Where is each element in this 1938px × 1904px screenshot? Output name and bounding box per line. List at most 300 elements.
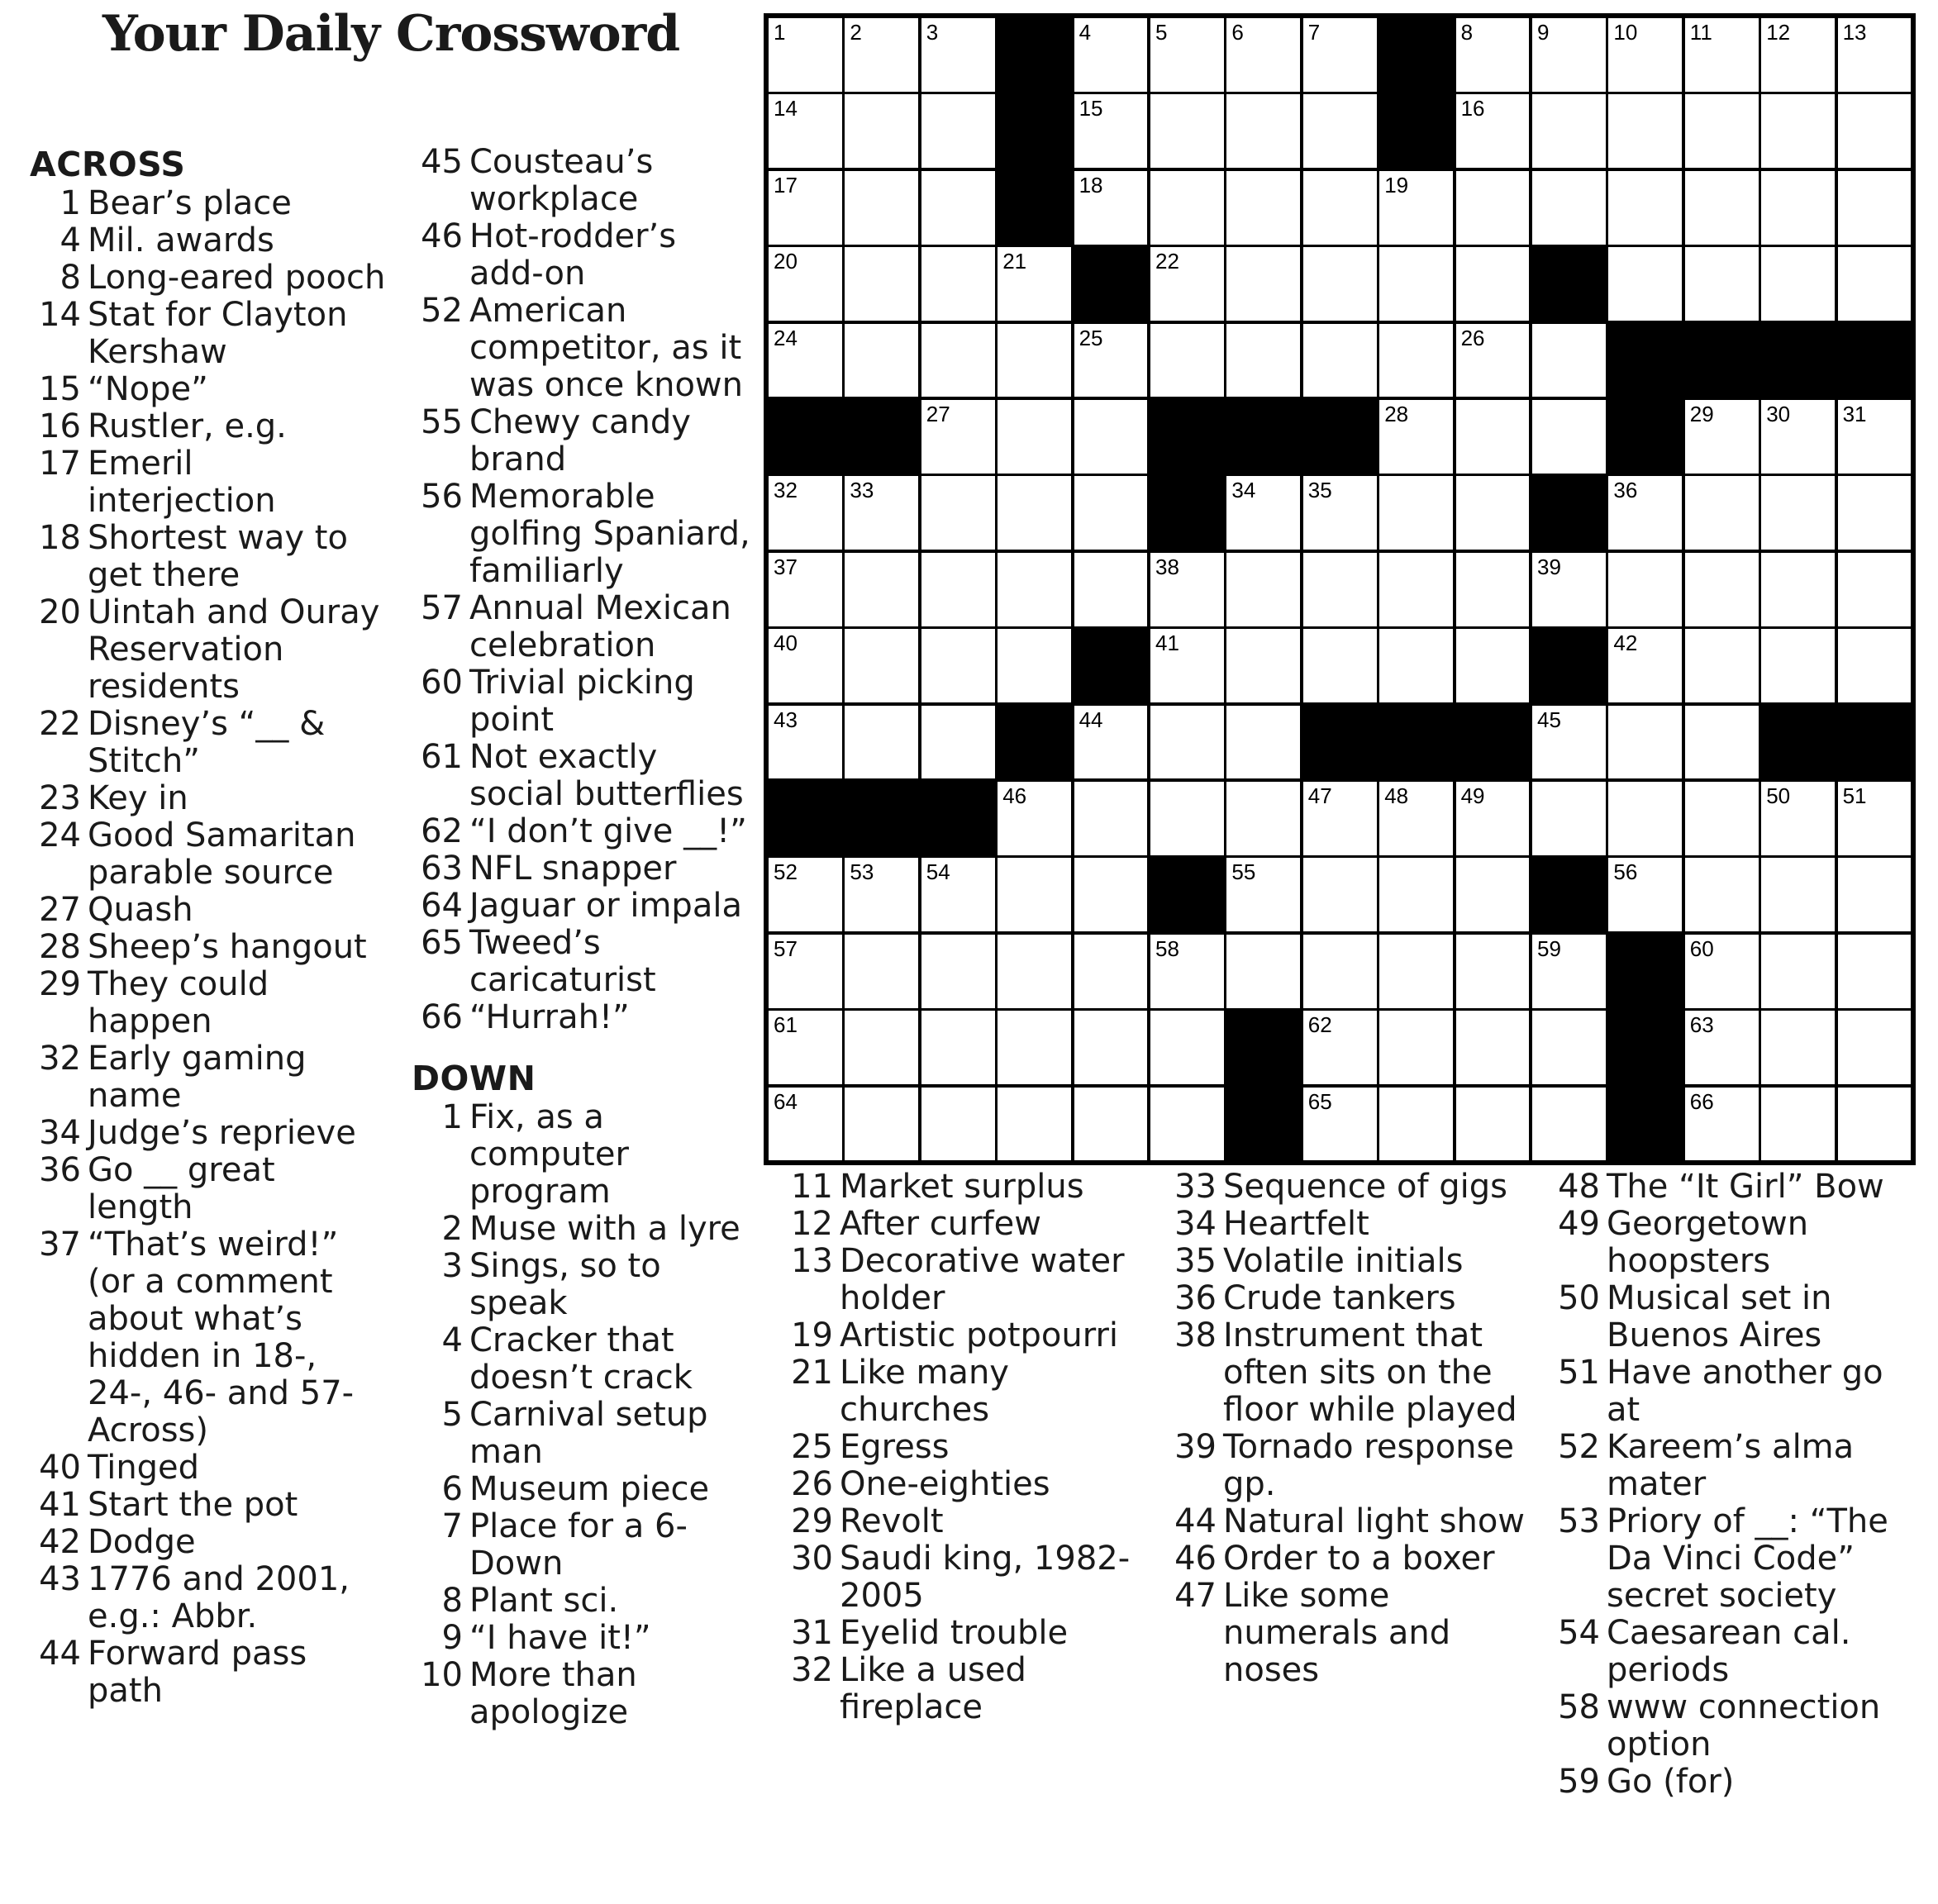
grid-cell[interactable] xyxy=(1302,627,1379,704)
grid-cell[interactable] xyxy=(996,1086,1073,1163)
grid-cell[interactable] xyxy=(843,551,920,628)
cell-number: 14 xyxy=(774,96,798,121)
grid-cell[interactable] xyxy=(1683,856,1760,933)
grid-cell[interactable] xyxy=(843,704,920,781)
down-clue-2[interactable] xyxy=(412,1211,759,1248)
grid-cell[interactable] xyxy=(1149,245,1226,322)
clue-number: 41 xyxy=(39,1486,81,1524)
grid-cell[interactable] xyxy=(843,17,920,93)
grid-cell[interactable] xyxy=(1302,1086,1379,1163)
grid-cell[interactable] xyxy=(1683,551,1760,628)
grid-cell[interactable] xyxy=(920,1086,997,1163)
cell-number: 6 xyxy=(1231,20,1244,45)
down-clue-39[interactable] xyxy=(1165,1429,1526,1503)
grid-cell[interactable] xyxy=(1759,169,1836,246)
grid-cell[interactable] xyxy=(996,551,1073,628)
grid-cell[interactable] xyxy=(1073,474,1150,551)
grid-cell[interactable] xyxy=(1759,245,1836,322)
down-clue-25[interactable] xyxy=(782,1429,1150,1466)
across-clue-17[interactable] xyxy=(30,445,390,520)
down-clue-46[interactable] xyxy=(1165,1540,1526,1578)
down-clue-38[interactable] xyxy=(1165,1317,1526,1429)
across-clue-27[interactable] xyxy=(30,892,390,929)
across-clue-65[interactable] xyxy=(412,925,759,999)
grid-cell[interactable] xyxy=(1607,780,1683,857)
grid-cell[interactable] xyxy=(767,704,844,781)
grid-cell[interactable] xyxy=(1073,856,1150,933)
grid-cell[interactable] xyxy=(1378,398,1455,475)
grid-cell[interactable] xyxy=(1759,17,1836,93)
down-clue-13[interactable] xyxy=(782,1243,1150,1317)
down-clue-10[interactable] xyxy=(412,1657,759,1731)
grid-cell[interactable] xyxy=(1836,17,1913,93)
grid-cell[interactable] xyxy=(1378,322,1455,399)
grid-cell[interactable] xyxy=(1607,551,1683,628)
clue-text: Forward pass path xyxy=(88,1635,307,1710)
grid-cell[interactable] xyxy=(1455,933,1531,1010)
grid-cell[interactable] xyxy=(1836,169,1913,246)
grid-cell[interactable] xyxy=(1683,933,1760,1010)
grid-cell[interactable] xyxy=(1149,704,1226,781)
across-clue-1[interactable] xyxy=(30,185,390,222)
grid-cell[interactable] xyxy=(1378,933,1455,1010)
grid-cell[interactable] xyxy=(1531,1009,1607,1086)
cell-number: 54 xyxy=(926,859,950,885)
grid-cell[interactable] xyxy=(1836,1086,1913,1163)
down-clue-21[interactable] xyxy=(782,1354,1150,1429)
grid-cell[interactable] xyxy=(920,245,997,322)
grid-cell[interactable] xyxy=(1225,474,1302,551)
grid-cell[interactable] xyxy=(1531,933,1607,1010)
across-clue-32[interactable] xyxy=(30,1040,390,1115)
grid-cell[interactable] xyxy=(1302,17,1379,93)
grid-cell[interactable] xyxy=(1073,398,1150,475)
grid-cell[interactable] xyxy=(1225,704,1302,781)
clue-number: 42 xyxy=(39,1523,81,1561)
grid-cell[interactable] xyxy=(1225,93,1302,169)
grid-cell[interactable] xyxy=(920,322,997,399)
grid-cell[interactable] xyxy=(1455,627,1531,704)
grid-cell[interactable] xyxy=(767,856,844,933)
grid-cell[interactable] xyxy=(1225,322,1302,399)
down-clue-5[interactable] xyxy=(412,1397,759,1471)
down-clue-7[interactable] xyxy=(412,1508,759,1583)
grid-cell[interactable] xyxy=(1073,933,1150,1010)
grid-cell[interactable] xyxy=(1607,856,1683,933)
grid-cell[interactable] xyxy=(1302,1009,1379,1086)
across-clue-46[interactable] xyxy=(412,218,759,293)
down-clue-9[interactable] xyxy=(412,1620,759,1657)
grid-cell[interactable] xyxy=(1073,551,1150,628)
across-clue-23[interactable] xyxy=(30,780,390,817)
grid-cell[interactable] xyxy=(1302,856,1379,933)
grid-cell[interactable] xyxy=(1225,933,1302,1010)
grid-cell[interactable] xyxy=(1759,551,1836,628)
grid-cell[interactable] xyxy=(1607,627,1683,704)
down-clue-51[interactable] xyxy=(1549,1354,1917,1429)
grid-cell[interactable] xyxy=(1836,780,1913,857)
down-clue-54[interactable] xyxy=(1549,1615,1917,1689)
grid-cell[interactable] xyxy=(767,933,844,1010)
grid-cell[interactable] xyxy=(920,169,997,246)
down-clue-52[interactable] xyxy=(1549,1429,1917,1503)
grid-cell[interactable] xyxy=(1073,704,1150,781)
across-clue-43[interactable] xyxy=(30,1561,390,1635)
grid-cell[interactable] xyxy=(767,1086,844,1163)
down-clue-1[interactable] xyxy=(412,1099,759,1211)
grid-cell[interactable] xyxy=(920,933,997,1010)
grid-cell[interactable] xyxy=(1759,398,1836,475)
grid-cell[interactable] xyxy=(1607,169,1683,246)
down-clue-44[interactable] xyxy=(1165,1503,1526,1540)
grid-cell[interactable] xyxy=(1759,933,1836,1010)
grid-cell[interactable] xyxy=(1378,551,1455,628)
across-clue-52[interactable] xyxy=(412,293,759,404)
grid-cell[interactable] xyxy=(767,551,844,628)
grid-cell[interactable] xyxy=(1607,704,1683,781)
grid-cell[interactable] xyxy=(1455,93,1531,169)
grid-cell[interactable] xyxy=(1149,169,1226,246)
grid-cell[interactable] xyxy=(1149,933,1226,1010)
grid-cell[interactable] xyxy=(1607,245,1683,322)
grid-cell[interactable] xyxy=(843,245,920,322)
grid-cell[interactable] xyxy=(1683,474,1760,551)
grid-cell[interactable] xyxy=(1378,780,1455,857)
grid-cell[interactable] xyxy=(1302,780,1379,857)
down-clue-50[interactable] xyxy=(1549,1280,1917,1354)
clue-text: “Hurrah!” xyxy=(469,998,630,1036)
grid-cell[interactable] xyxy=(1302,322,1379,399)
grid-cell[interactable] xyxy=(1302,169,1379,246)
grid-cell[interactable] xyxy=(1607,93,1683,169)
cell-number: 38 xyxy=(1155,554,1179,579)
grid-cell[interactable] xyxy=(1378,627,1455,704)
grid-cell[interactable] xyxy=(920,398,997,475)
clue-text: Georgetown hoopsters xyxy=(1607,1205,1809,1280)
grid-cell[interactable] xyxy=(996,780,1073,857)
grid-cell[interactable] xyxy=(1607,17,1683,93)
grid-cell[interactable] xyxy=(1683,17,1760,93)
across-clue-22[interactable] xyxy=(30,706,390,780)
grid-cell[interactable] xyxy=(1455,1009,1531,1086)
across-clue-16[interactable] xyxy=(30,408,390,445)
across-clue-15[interactable] xyxy=(30,371,390,408)
grid-cell[interactable] xyxy=(1225,627,1302,704)
across-clue-45[interactable] xyxy=(412,144,759,218)
grid-cell[interactable] xyxy=(767,17,844,93)
grid-cell[interactable] xyxy=(1073,17,1150,93)
grid-cell[interactable] xyxy=(843,322,920,399)
grid-cell[interactable] xyxy=(1455,1086,1531,1163)
down-clue-4[interactable] xyxy=(412,1322,759,1397)
grid-cell[interactable] xyxy=(1073,1086,1150,1163)
grid-block xyxy=(1149,856,1226,933)
grid-cell[interactable] xyxy=(1759,93,1836,169)
grid-cell[interactable] xyxy=(767,245,844,322)
grid-cell[interactable] xyxy=(843,169,920,246)
grid-cell[interactable] xyxy=(1073,93,1150,169)
grid-cell[interactable] xyxy=(996,1009,1073,1086)
down-clue-33[interactable] xyxy=(1165,1169,1526,1206)
grid-cell[interactable] xyxy=(1073,1009,1150,1086)
grid-cell[interactable] xyxy=(1225,169,1302,246)
grid-cell[interactable] xyxy=(1531,780,1607,857)
grid-cell[interactable] xyxy=(920,93,997,169)
grid-cell[interactable] xyxy=(843,1009,920,1086)
grid-cell[interactable] xyxy=(1836,933,1913,1010)
across-clue-40[interactable] xyxy=(30,1449,390,1487)
down-clue-6[interactable] xyxy=(412,1471,759,1508)
down-clue-36[interactable] xyxy=(1165,1280,1526,1317)
down-clue-29[interactable] xyxy=(782,1503,1150,1540)
grid-cell[interactable] xyxy=(1302,551,1379,628)
grid-cell[interactable] xyxy=(767,93,844,169)
cell-number: 13 xyxy=(1842,20,1867,45)
across-clue-56[interactable] xyxy=(412,478,759,590)
cell-number: 52 xyxy=(774,859,798,885)
clue-number: 38 xyxy=(1174,1316,1217,1354)
grid-cell[interactable] xyxy=(1225,780,1302,857)
grid-cell[interactable] xyxy=(1759,627,1836,704)
grid-cell[interactable] xyxy=(843,474,920,551)
grid-cell[interactable] xyxy=(1073,780,1150,857)
grid-cell[interactable] xyxy=(1455,169,1531,246)
down-clue-49[interactable] xyxy=(1549,1206,1917,1280)
grid-cell[interactable] xyxy=(1149,551,1226,628)
grid-cell[interactable] xyxy=(1302,933,1379,1010)
grid-cell[interactable] xyxy=(996,322,1073,399)
down-clue-48[interactable] xyxy=(1549,1169,1917,1206)
grid-cell[interactable] xyxy=(1149,1086,1226,1163)
down-clue-8[interactable] xyxy=(412,1583,759,1620)
grid-cell[interactable] xyxy=(920,474,997,551)
grid-cell[interactable] xyxy=(1531,17,1607,93)
grid-cell[interactable] xyxy=(1378,245,1455,322)
grid-cell[interactable] xyxy=(1378,856,1455,933)
across-clue-44[interactable] xyxy=(30,1635,390,1710)
grid-cell[interactable] xyxy=(1836,856,1913,933)
across-clue-57[interactable] xyxy=(412,590,759,664)
down-clue-12[interactable] xyxy=(782,1206,1150,1243)
across-clue-64[interactable] xyxy=(412,888,759,925)
across-clue-61[interactable] xyxy=(412,739,759,813)
clue-text: Carnival setup man xyxy=(469,1396,708,1471)
grid-cell[interactable] xyxy=(1683,627,1760,704)
grid-cell[interactable] xyxy=(767,1009,844,1086)
grid-cell[interactable] xyxy=(920,627,997,704)
grid-block xyxy=(1378,17,1455,93)
grid-cell[interactable] xyxy=(1531,1086,1607,1163)
grid-cell[interactable] xyxy=(1759,1086,1836,1163)
grid-cell[interactable] xyxy=(1302,474,1379,551)
clue-text: More than apologize xyxy=(469,1656,637,1731)
down-clue-19[interactable] xyxy=(782,1317,1150,1354)
grid-cell[interactable] xyxy=(1683,398,1760,475)
grid-cell[interactable] xyxy=(996,627,1073,704)
down-clue-31[interactable] xyxy=(782,1615,1150,1652)
clue-number: 26 xyxy=(791,1465,833,1503)
clue-text: They could happen xyxy=(88,965,269,1040)
grid-cell[interactable] xyxy=(1455,398,1531,475)
across-clue-18[interactable] xyxy=(30,520,390,594)
across-clue-42[interactable] xyxy=(30,1524,390,1561)
down-clue-47[interactable] xyxy=(1165,1578,1526,1689)
across-clue-62[interactable] xyxy=(412,813,759,850)
grid-cell[interactable] xyxy=(1073,169,1150,246)
down-clue-32[interactable] xyxy=(782,1652,1150,1726)
grid-cell[interactable] xyxy=(920,1009,997,1086)
grid-cell[interactable] xyxy=(767,474,844,551)
across-clue-14[interactable] xyxy=(30,297,390,371)
across-clue-36[interactable] xyxy=(30,1152,390,1226)
across-clue-37[interactable] xyxy=(30,1226,390,1449)
grid-cell[interactable] xyxy=(843,933,920,1010)
grid-cell[interactable] xyxy=(1531,322,1607,399)
across-clue-34[interactable] xyxy=(30,1115,390,1152)
grid-cell[interactable] xyxy=(1073,322,1150,399)
grid-cell[interactable] xyxy=(843,856,920,933)
grid-cell[interactable] xyxy=(1378,169,1455,246)
grid-cell[interactable] xyxy=(1378,1009,1455,1086)
cell-number: 58 xyxy=(1155,935,1179,961)
clue-number: 52 xyxy=(1558,1428,1600,1466)
across-clue-66[interactable] xyxy=(412,999,759,1036)
clue-number: 19 xyxy=(791,1316,833,1354)
grid-cell[interactable] xyxy=(1225,551,1302,628)
grid-cell[interactable] xyxy=(920,17,997,93)
grid-cell[interactable] xyxy=(1455,780,1531,857)
grid-cell[interactable] xyxy=(1149,780,1226,857)
across-clue-55[interactable] xyxy=(412,404,759,478)
cell-number: 62 xyxy=(1307,1012,1332,1038)
grid-cell[interactable] xyxy=(767,169,844,246)
crossword-grid[interactable] xyxy=(764,13,1916,1165)
grid-cell[interactable] xyxy=(1836,1009,1913,1086)
grid-cell[interactable] xyxy=(996,474,1073,551)
across-clue-63[interactable] xyxy=(412,850,759,888)
across-clue-8[interactable] xyxy=(30,259,390,297)
down-clue-30[interactable] xyxy=(782,1540,1150,1615)
grid-cell[interactable] xyxy=(1149,322,1226,399)
grid-cell[interactable] xyxy=(1225,245,1302,322)
down-clue-11[interactable] xyxy=(782,1169,1150,1206)
grid-cell[interactable] xyxy=(1455,322,1531,399)
clue-number: 1 xyxy=(60,184,81,222)
grid-cell[interactable] xyxy=(843,1086,920,1163)
clue-number: 66 xyxy=(421,998,463,1036)
cell-number: 22 xyxy=(1155,249,1179,274)
clue-text: Start the pot xyxy=(88,1486,298,1524)
grid-cell[interactable] xyxy=(1455,17,1531,93)
grid-cell[interactable] xyxy=(996,933,1073,1010)
grid-cell[interactable] xyxy=(843,627,920,704)
across-clue-4[interactable] xyxy=(30,222,390,259)
grid-cell[interactable] xyxy=(1683,704,1760,781)
grid-cell[interactable] xyxy=(1531,551,1607,628)
grid-cell[interactable] xyxy=(1149,1009,1226,1086)
grid-cell[interactable] xyxy=(1149,627,1226,704)
grid-cell[interactable] xyxy=(1683,93,1760,169)
grid-cell[interactable] xyxy=(1683,245,1760,322)
across-clue-29[interactable] xyxy=(30,966,390,1040)
grid-cell[interactable] xyxy=(996,398,1073,475)
clue-number: 57 xyxy=(421,589,463,627)
grid-cell[interactable] xyxy=(1149,17,1226,93)
grid-cell[interactable] xyxy=(920,551,997,628)
grid-cell[interactable] xyxy=(1836,93,1913,169)
across-clue-41[interactable] xyxy=(30,1487,390,1524)
cell-number: 15 xyxy=(1079,96,1103,121)
grid-cell[interactable] xyxy=(767,322,844,399)
across-clue-28[interactable] xyxy=(30,929,390,966)
grid-cell[interactable] xyxy=(1759,474,1836,551)
grid-cell[interactable] xyxy=(1225,17,1302,93)
cell-number: 61 xyxy=(774,1012,798,1038)
across-clue-24[interactable] xyxy=(30,817,390,892)
clue-text: Decorative water holder xyxy=(840,1242,1125,1317)
grid-cell[interactable] xyxy=(1607,474,1683,551)
grid-cell[interactable] xyxy=(1455,474,1531,551)
grid-cell[interactable] xyxy=(1455,856,1531,933)
grid-cell[interactable] xyxy=(1836,627,1913,704)
grid-cell[interactable] xyxy=(1683,1009,1760,1086)
across-clue-20[interactable] xyxy=(30,594,390,706)
grid-cell[interactable] xyxy=(1531,704,1607,781)
grid-cell[interactable] xyxy=(1378,474,1455,551)
grid-cell[interactable] xyxy=(1302,245,1379,322)
grid-cell[interactable] xyxy=(843,93,920,169)
grid-cell[interactable] xyxy=(1759,780,1836,857)
clue-text: Muse with a lyre xyxy=(469,1210,740,1248)
grid-cell[interactable] xyxy=(1531,169,1607,246)
down-clue-58[interactable] xyxy=(1549,1689,1917,1764)
grid-cell[interactable] xyxy=(1378,1086,1455,1163)
grid-cell[interactable] xyxy=(1759,1009,1836,1086)
grid-cell[interactable] xyxy=(996,245,1073,322)
grid-cell[interactable] xyxy=(1683,169,1760,246)
grid-cell[interactable] xyxy=(1455,245,1531,322)
grid-cell[interactable] xyxy=(1836,474,1913,551)
grid-cell[interactable] xyxy=(1836,551,1913,628)
across-clue-60[interactable] xyxy=(412,664,759,739)
down-clue-26[interactable] xyxy=(782,1466,1150,1503)
clue-number: 33 xyxy=(1174,1168,1217,1206)
grid-cell[interactable] xyxy=(1225,856,1302,933)
grid-cell[interactable] xyxy=(920,856,997,933)
grid-cell[interactable] xyxy=(1531,398,1607,475)
down-clue-35[interactable] xyxy=(1165,1243,1526,1280)
grid-cell[interactable] xyxy=(1683,780,1760,857)
grid-cell[interactable] xyxy=(1836,398,1913,475)
grid-cell[interactable] xyxy=(1302,93,1379,169)
grid-cell[interactable] xyxy=(767,627,844,704)
down-clue-3[interactable] xyxy=(412,1248,759,1322)
grid-cell[interactable] xyxy=(1531,93,1607,169)
grid-cell[interactable] xyxy=(996,856,1073,933)
clue-text: Cousteau’s workplace xyxy=(469,143,654,218)
grid-cell[interactable] xyxy=(1759,856,1836,933)
grid-cell[interactable] xyxy=(1836,245,1913,322)
grid-cell[interactable] xyxy=(1683,1086,1760,1163)
grid-cell[interactable] xyxy=(1149,93,1226,169)
clue-number: 13 xyxy=(791,1242,833,1280)
clue-text: Tornado response gp. xyxy=(1223,1428,1514,1503)
down-clue-53[interactable] xyxy=(1549,1503,1917,1615)
down-clue-34[interactable] xyxy=(1165,1206,1526,1243)
grid-cell[interactable] xyxy=(920,704,997,781)
grid-cell[interactable] xyxy=(1455,551,1531,628)
down-clue-59[interactable] xyxy=(1549,1764,1917,1801)
